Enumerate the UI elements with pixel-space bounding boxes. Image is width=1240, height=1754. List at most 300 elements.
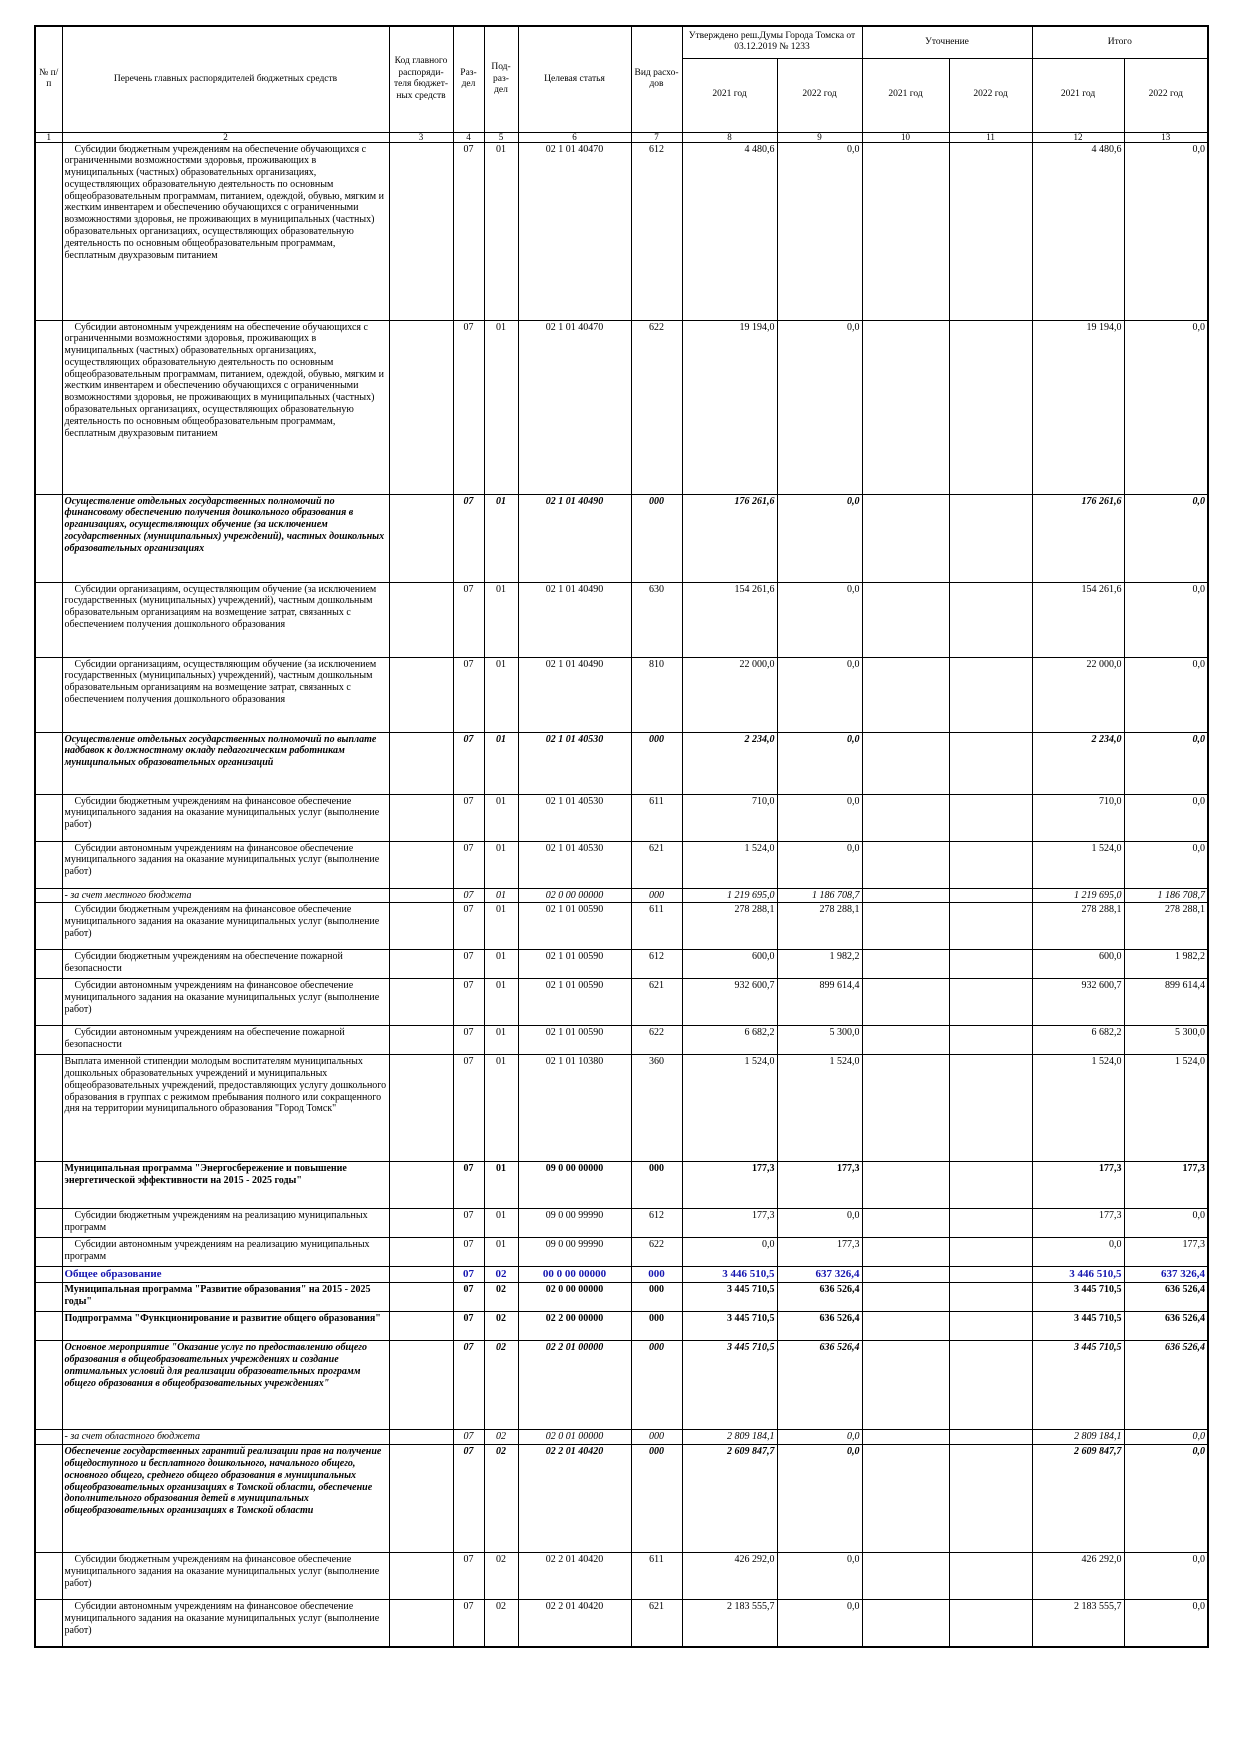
row-approved-2022: 0,0 [777, 794, 862, 841]
row-podrazdel: 01 [484, 841, 518, 888]
table-row [35, 794, 1208, 841]
row-code [389, 1238, 453, 1267]
row-article: 02 1 01 40470 [518, 142, 631, 320]
row-name: Выплата именной стипендии молодым воспитателям муниципальных дошкольных образовательных учреждений и муниципальных общеобразовательных учреждений, предоставляющих услугу дошкольного образования в группах с режимом пребывания полного или сокращенного дня на территории муниципального образования "Город Томск" [62, 1055, 389, 1162]
column-number: 10 [862, 132, 949, 142]
row-number [35, 732, 62, 794]
row-article: 00 0 00 00000 [518, 1267, 631, 1283]
row-podrazdel: 01 [484, 142, 518, 320]
row-approved-2022: 5 300,0 [777, 1026, 862, 1055]
row-clarification-2022 [949, 494, 1032, 582]
row-article: 02 1 01 40490 [518, 582, 631, 657]
row-code [389, 841, 453, 888]
row-code [389, 1312, 453, 1341]
row-podrazdel: 02 [484, 1341, 518, 1430]
row-number [35, 1055, 62, 1162]
row-clarification-2021 [862, 1055, 949, 1162]
row-razdel: 07 [453, 320, 484, 494]
row-article: 02 1 01 00590 [518, 950, 631, 979]
row-clarification-2022 [949, 1283, 1032, 1312]
row-podrazdel: 01 [484, 950, 518, 979]
row-clarification-2022 [949, 1341, 1032, 1430]
row-article: 09 0 00 99990 [518, 1238, 631, 1267]
row-vid: 000 [631, 888, 682, 903]
row-clarification-2021 [862, 841, 949, 888]
row-podrazdel: 01 [484, 582, 518, 657]
row-vid: 000 [631, 1312, 682, 1341]
row-razdel: 07 [453, 841, 484, 888]
row-name: Подпрограмма "Функционирование и развитие общего образования" [62, 1312, 389, 1341]
row-code [389, 320, 453, 494]
row-clarification-2022 [949, 1312, 1032, 1341]
row-total-2021: 22 000,0 [1032, 657, 1124, 732]
row-approved-2021: 3 445 710,5 [682, 1283, 777, 1312]
row-clarification-2022 [949, 1026, 1032, 1055]
row-article: 09 0 00 99990 [518, 1209, 631, 1238]
header-total-2021: 2021 год [1032, 58, 1124, 132]
row-podrazdel: 01 [484, 1055, 518, 1162]
row-razdel: 07 [453, 1312, 484, 1341]
column-number: 12 [1032, 132, 1124, 142]
row-total-2021: 3 446 510,5 [1032, 1267, 1124, 1283]
row-clarification-2022 [949, 1209, 1032, 1238]
row-name: Муниципальная программа "Энергосбережение и повышение энергетической эффективности на 2015 - 2025 годы" [62, 1162, 389, 1209]
row-article: 02 2 01 40420 [518, 1553, 631, 1600]
row-number [35, 888, 62, 903]
row-razdel: 07 [453, 1026, 484, 1055]
row-approved-2021: 2 183 555,7 [682, 1600, 777, 1647]
header-clarification-2021: 2021 год [862, 58, 949, 132]
row-code [389, 732, 453, 794]
row-number [35, 1341, 62, 1430]
row-vid: 611 [631, 903, 682, 950]
header-approved-2021: 2021 год [682, 58, 777, 132]
row-name: Субсидии автономным учреждениям на обеспечение пожарной безопасности [62, 1026, 389, 1055]
row-clarification-2021 [862, 1267, 949, 1283]
row-clarification-2021 [862, 1162, 949, 1209]
row-vid: 000 [631, 494, 682, 582]
row-total-2021: 2 234,0 [1032, 732, 1124, 794]
row-number [35, 142, 62, 320]
row-approved-2021: 22 000,0 [682, 657, 777, 732]
row-approved-2021: 426 292,0 [682, 1553, 777, 1600]
row-total-2021: 3 445 710,5 [1032, 1312, 1124, 1341]
column-number: 7 [631, 132, 682, 142]
row-article: 09 0 00 00000 [518, 1162, 631, 1209]
table-row [35, 1055, 1208, 1162]
row-razdel: 07 [453, 950, 484, 979]
row-total-2021: 1 524,0 [1032, 841, 1124, 888]
row-total-2021: 278 288,1 [1032, 903, 1124, 950]
row-code [389, 657, 453, 732]
row-name: Осуществление отдельных государственных полномочий по финансовому обеспечению получения дошкольного образования в организациях, осуществляющих обучение (за исключением государственных (муниципальных) учреждений), частных дошкольных образовательных организациях [62, 494, 389, 582]
row-razdel: 07 [453, 142, 484, 320]
table-row [35, 1162, 1208, 1209]
row-podrazdel: 01 [484, 794, 518, 841]
row-total-2022: 0,0 [1124, 657, 1208, 732]
row-approved-2022: 177,3 [777, 1238, 862, 1267]
row-code [389, 1553, 453, 1600]
row-clarification-2021 [862, 1283, 949, 1312]
row-article: 02 2 01 40420 [518, 1600, 631, 1647]
row-total-2022: 1 186 708,7 [1124, 888, 1208, 903]
table-row [35, 950, 1208, 979]
row-clarification-2021 [862, 903, 949, 950]
row-code [389, 979, 453, 1026]
row-podrazdel: 01 [484, 1209, 518, 1238]
row-total-2022: 0,0 [1124, 1600, 1208, 1647]
column-number: 6 [518, 132, 631, 142]
row-approved-2022: 0,0 [777, 732, 862, 794]
row-name: Субсидии бюджетным учреждениям на финансовое обеспечение муниципального задания на оказание муниципальных услуг (выполнение работ) [62, 794, 389, 841]
row-code [389, 1055, 453, 1162]
row-name: Общее образование [62, 1267, 389, 1283]
table-row [35, 903, 1208, 950]
row-vid: 630 [631, 582, 682, 657]
table-row [35, 1312, 1208, 1341]
row-approved-2022: 0,0 [777, 142, 862, 320]
row-approved-2022: 636 526,4 [777, 1341, 862, 1430]
row-name: Субсидии автономным учреждениям на финансовое обеспечение муниципального задания на оказание муниципальных услуг (выполнение работ) [62, 1600, 389, 1647]
row-clarification-2022 [949, 657, 1032, 732]
table-row [35, 1430, 1208, 1445]
header-podrazdel: Под-раз-дел [484, 26, 518, 132]
row-total-2022: 0,0 [1124, 142, 1208, 320]
row-razdel: 07 [453, 1055, 484, 1162]
row-clarification-2021 [862, 950, 949, 979]
row-clarification-2022 [949, 1267, 1032, 1283]
row-total-2021: 0,0 [1032, 1238, 1124, 1267]
header-name: Перечень главных распорядителей бюджетных средств [62, 26, 389, 132]
row-clarification-2022 [949, 1445, 1032, 1553]
row-approved-2021: 1 219 695,0 [682, 888, 777, 903]
table-row [35, 1600, 1208, 1647]
row-total-2022: 0,0 [1124, 582, 1208, 657]
row-clarification-2021 [862, 1341, 949, 1430]
row-total-2021: 1 219 695,0 [1032, 888, 1124, 903]
row-vid: 611 [631, 1553, 682, 1600]
table-row [35, 582, 1208, 657]
row-article: 02 0 00 00000 [518, 1283, 631, 1312]
row-approved-2021: 154 261,6 [682, 582, 777, 657]
row-clarification-2022 [949, 320, 1032, 494]
row-article: 02 0 00 00000 [518, 888, 631, 903]
row-approved-2022: 0,0 [777, 494, 862, 582]
row-total-2021: 4 480,6 [1032, 142, 1124, 320]
row-razdel: 07 [453, 979, 484, 1026]
row-code [389, 1026, 453, 1055]
row-approved-2022: 0,0 [777, 320, 862, 494]
row-clarification-2021 [862, 979, 949, 1026]
row-name: Субсидии автономным учреждениям на финансовое обеспечение муниципального задания на оказание муниципальных услуг (выполнение работ) [62, 841, 389, 888]
row-name: Субсидии бюджетным учреждениям на реализацию муниципальных программ [62, 1209, 389, 1238]
row-approved-2021: 1 524,0 [682, 841, 777, 888]
header-clarification: Уточнение [862, 26, 1032, 58]
row-total-2022: 636 526,4 [1124, 1312, 1208, 1341]
row-vid: 622 [631, 1238, 682, 1267]
row-clarification-2021 [862, 794, 949, 841]
table-row [35, 320, 1208, 494]
row-article: 02 1 01 40530 [518, 732, 631, 794]
table-row [35, 1026, 1208, 1055]
row-vid: 360 [631, 1055, 682, 1162]
row-total-2021: 176 261,6 [1032, 494, 1124, 582]
row-name: Субсидии бюджетным учреждениям на обеспечение пожарной безопасности [62, 950, 389, 979]
table-row [35, 1553, 1208, 1600]
row-approved-2022: 0,0 [777, 582, 862, 657]
row-podrazdel: 01 [484, 657, 518, 732]
row-clarification-2022 [949, 1055, 1032, 1162]
row-article: 02 1 01 40490 [518, 657, 631, 732]
row-clarification-2022 [949, 841, 1032, 888]
row-approved-2021: 177,3 [682, 1209, 777, 1238]
row-name: Осуществление отдельных государственных полномочий по выплате надбавок к должностному окладу педагогическим работникам муниципальных образовательных организаций [62, 732, 389, 794]
row-name: Субсидии автономным учреждениям на обеспечение обучающихся с ограниченными возможностями здоровья, проживающих в муниципальных (частных) образовательных организациях, осуществляющих образовательную деятельность по основным общеобразовательным программам, питанием, одеждой, обувью, мягким и жестким инвентарем и обеспечению обучающихся с ограниченными возможностями здоровья, не проживающих в муниципальных (частных) образовательных организациях, осуществляющих образовательную деятельность по основным общеобразовательным программам, бесплатным двухразовым питанием [62, 320, 389, 494]
row-clarification-2021 [862, 320, 949, 494]
row-podrazdel: 01 [484, 494, 518, 582]
header-total-2022: 2022 год [1124, 58, 1208, 132]
row-vid: 612 [631, 950, 682, 979]
row-total-2021: 932 600,7 [1032, 979, 1124, 1026]
row-approved-2022: 0,0 [777, 1553, 862, 1600]
row-vid: 000 [631, 1445, 682, 1553]
row-total-2022: 0,0 [1124, 320, 1208, 494]
row-total-2021: 2 609 847,7 [1032, 1445, 1124, 1553]
header-razdel: Раз-дел [453, 26, 484, 132]
row-razdel: 07 [453, 582, 484, 657]
row-code [389, 903, 453, 950]
row-code [389, 1209, 453, 1238]
row-number [35, 1209, 62, 1238]
row-total-2021: 600,0 [1032, 950, 1124, 979]
row-vid: 000 [631, 1430, 682, 1445]
header-approved-2022: 2022 год [777, 58, 862, 132]
row-approved-2021: 6 682,2 [682, 1026, 777, 1055]
row-code [389, 1162, 453, 1209]
row-name: Муниципальная программа "Развитие образования" на 2015 - 2025 годы" [62, 1283, 389, 1312]
row-approved-2022: 1 982,2 [777, 950, 862, 979]
row-total-2021: 426 292,0 [1032, 1553, 1124, 1600]
row-article: 02 2 01 00000 [518, 1341, 631, 1430]
row-number [35, 841, 62, 888]
row-total-2022: 177,3 [1124, 1238, 1208, 1267]
row-approved-2021: 2 234,0 [682, 732, 777, 794]
row-article: 02 2 00 00000 [518, 1312, 631, 1341]
row-podrazdel: 02 [484, 1430, 518, 1445]
row-total-2021: 2 183 555,7 [1032, 1600, 1124, 1647]
row-name: Обеспечение государственных гарантий реализации прав на получение общедоступного и бесплатного дошкольного, начального общего, основного общего, среднего общего образования в муниципальных общеобразовательных организациях в Томской области, обеспечение дополнительного образования детей в муниципальных общеобразовательных организациях в Томской области [62, 1445, 389, 1553]
row-clarification-2022 [949, 979, 1032, 1026]
row-approved-2021: 932 600,7 [682, 979, 777, 1026]
column-number: 11 [949, 132, 1032, 142]
row-razdel: 07 [453, 657, 484, 732]
row-approved-2021: 176 261,6 [682, 494, 777, 582]
row-number [35, 320, 62, 494]
row-number [35, 1238, 62, 1267]
row-article: 02 1 01 40530 [518, 841, 631, 888]
table-row [35, 494, 1208, 582]
header-clarification-2022: 2022 год [949, 58, 1032, 132]
row-clarification-2022 [949, 142, 1032, 320]
row-code [389, 494, 453, 582]
row-clarification-2021 [862, 657, 949, 732]
row-total-2021: 19 194,0 [1032, 320, 1124, 494]
row-approved-2021: 2 609 847,7 [682, 1445, 777, 1553]
row-number [35, 979, 62, 1026]
row-number [35, 1312, 62, 1341]
row-total-2021: 6 682,2 [1032, 1026, 1124, 1055]
row-clarification-2021 [862, 1209, 949, 1238]
column-number: 9 [777, 132, 862, 142]
row-vid: 000 [631, 732, 682, 794]
table-row [35, 1283, 1208, 1312]
row-approved-2022: 0,0 [777, 841, 862, 888]
row-approved-2021: 3 446 510,5 [682, 1267, 777, 1283]
row-clarification-2022 [949, 888, 1032, 903]
header-total: Итого [1032, 26, 1208, 58]
row-approved-2022: 177,3 [777, 1162, 862, 1209]
row-vid: 612 [631, 142, 682, 320]
row-number [35, 1283, 62, 1312]
row-approved-2022: 1 524,0 [777, 1055, 862, 1162]
row-code [389, 1341, 453, 1430]
row-approved-2022: 278 288,1 [777, 903, 862, 950]
row-clarification-2022 [949, 732, 1032, 794]
row-vid: 000 [631, 1283, 682, 1312]
row-number [35, 794, 62, 841]
table-body [35, 142, 1208, 1647]
row-total-2022: 0,0 [1124, 1445, 1208, 1553]
row-total-2021: 1 524,0 [1032, 1055, 1124, 1162]
row-number [35, 1553, 62, 1600]
row-approved-2021: 3 445 710,5 [682, 1341, 777, 1430]
row-article: 02 1 01 00590 [518, 1026, 631, 1055]
row-razdel: 07 [453, 1341, 484, 1430]
row-article: 02 0 01 00000 [518, 1430, 631, 1445]
row-total-2022: 0,0 [1124, 841, 1208, 888]
row-total-2022: 0,0 [1124, 732, 1208, 794]
row-podrazdel: 01 [484, 903, 518, 950]
row-total-2022: 637 326,4 [1124, 1267, 1208, 1283]
row-total-2021: 2 809 184,1 [1032, 1430, 1124, 1445]
row-code [389, 142, 453, 320]
row-vid: 000 [631, 1162, 682, 1209]
row-vid: 612 [631, 1209, 682, 1238]
row-code [389, 1267, 453, 1283]
column-number: 2 [62, 132, 389, 142]
row-podrazdel: 01 [484, 732, 518, 794]
row-razdel: 07 [453, 1238, 484, 1267]
row-vid: 621 [631, 1600, 682, 1647]
row-total-2022: 636 526,4 [1124, 1341, 1208, 1430]
row-clarification-2022 [949, 794, 1032, 841]
row-clarification-2021 [862, 1600, 949, 1647]
row-podrazdel: 02 [484, 1553, 518, 1600]
row-code [389, 888, 453, 903]
row-number [35, 494, 62, 582]
row-code [389, 582, 453, 657]
column-numbers-row [35, 132, 1208, 142]
row-approved-2021: 278 288,1 [682, 903, 777, 950]
row-podrazdel: 02 [484, 1312, 518, 1341]
row-razdel: 07 [453, 1209, 484, 1238]
row-number [35, 903, 62, 950]
column-number: 8 [682, 132, 777, 142]
row-total-2022: 0,0 [1124, 494, 1208, 582]
row-podrazdel: 01 [484, 979, 518, 1026]
row-podrazdel: 02 [484, 1600, 518, 1647]
row-total-2021: 177,3 [1032, 1209, 1124, 1238]
row-number [35, 582, 62, 657]
table-row [35, 1267, 1208, 1283]
row-code [389, 950, 453, 979]
row-number [35, 1162, 62, 1209]
row-article: 02 1 01 40490 [518, 494, 631, 582]
column-number: 4 [453, 132, 484, 142]
row-vid: 621 [631, 841, 682, 888]
header-article: Целевая статья [518, 26, 631, 132]
row-clarification-2021 [862, 494, 949, 582]
row-podrazdel: 01 [484, 1238, 518, 1267]
row-razdel: 07 [453, 1267, 484, 1283]
row-razdel: 07 [453, 888, 484, 903]
table-row [35, 1341, 1208, 1430]
row-clarification-2021 [862, 1553, 949, 1600]
row-approved-2021: 1 524,0 [682, 1055, 777, 1162]
row-number [35, 1430, 62, 1445]
row-approved-2022: 0,0 [777, 1600, 862, 1647]
row-vid: 810 [631, 657, 682, 732]
column-number: 3 [389, 132, 453, 142]
row-podrazdel: 01 [484, 1162, 518, 1209]
row-clarification-2022 [949, 1600, 1032, 1647]
row-article: 02 1 01 10380 [518, 1055, 631, 1162]
table-row [35, 1238, 1208, 1267]
row-name: Субсидии бюджетным учреждениям на обеспечение обучающихся с ограниченными возможностями здоровья, проживающих в муниципальных (частных) образовательных организациях, осуществляющих образовательную деятельность по основным общеобразовательным программам, питанием, одеждой, обувью, мягким и жестким инвентарем и обеспечению обучающихся с ограниченными возможностями здоровья, не проживающих в муниципальных (частных) образовательных организациях, осуществляющих образовательную деятельность по основным общеобразовательным программам, бесплатным двухразовым питанием [62, 142, 389, 320]
row-total-2022: 1 982,2 [1124, 950, 1208, 979]
row-vid: 622 [631, 320, 682, 494]
row-code [389, 1283, 453, 1312]
row-clarification-2022 [949, 1553, 1032, 1600]
table-row [35, 888, 1208, 903]
row-approved-2022: 637 326,4 [777, 1267, 862, 1283]
row-razdel: 07 [453, 1162, 484, 1209]
row-razdel: 07 [453, 1600, 484, 1647]
row-clarification-2021 [862, 1445, 949, 1553]
row-name: - за счет местного бюджета [62, 888, 389, 903]
column-number: 5 [484, 132, 518, 142]
row-razdel: 07 [453, 1430, 484, 1445]
row-article: 02 1 01 00590 [518, 979, 631, 1026]
row-name: Субсидии организациям, осуществляющим обучение (за исключением государственных (муниципальных) учреждений), частным дошкольным образовательным организациям на возмещение затрат, связанных с обеспечением получения дошкольного образования [62, 582, 389, 657]
row-number [35, 1026, 62, 1055]
row-name: Субсидии автономным учреждениям на финансовое обеспечение муниципального задания на оказание муниципальных услуг (выполнение работ) [62, 979, 389, 1026]
row-article: 02 1 01 40470 [518, 320, 631, 494]
row-name: Субсидии бюджетным учреждениям на финансовое обеспечение муниципального задания на оказание муниципальных услуг (выполнение работ) [62, 1553, 389, 1600]
row-clarification-2021 [862, 142, 949, 320]
row-clarification-2022 [949, 1162, 1032, 1209]
row-podrazdel: 02 [484, 1283, 518, 1312]
row-vid: 611 [631, 794, 682, 841]
row-approved-2021: 4 480,6 [682, 142, 777, 320]
row-total-2022: 278 288,1 [1124, 903, 1208, 950]
row-approved-2021: 600,0 [682, 950, 777, 979]
table-row [35, 142, 1208, 320]
header-code: Код главного распоряди-теля бюджет-ных средств [389, 26, 453, 132]
row-approved-2022: 0,0 [777, 1430, 862, 1445]
table-row [35, 1445, 1208, 1553]
row-razdel: 07 [453, 1283, 484, 1312]
